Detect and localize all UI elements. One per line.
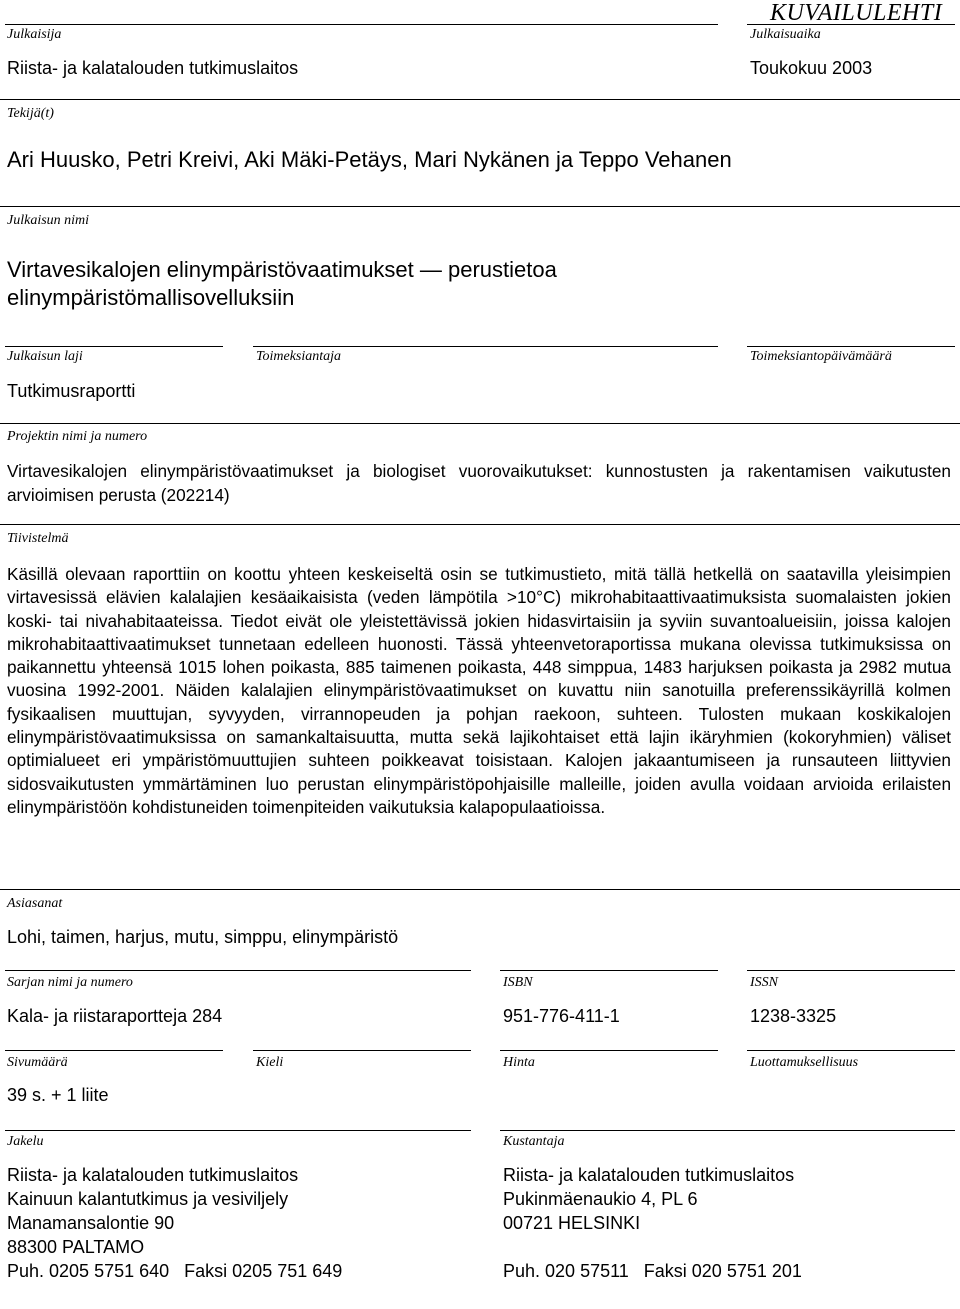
address-line: Pukinmäenaukio 4, PL 6 <box>503 1189 698 1209</box>
series-value: Kala- ja riistaraportteja 284 <box>7 1006 223 1026</box>
keywords-label: Asiasanat <box>7 896 63 911</box>
sheet-title: KUVAILULEHTI <box>770 0 943 26</box>
language-label: Kieli <box>256 1055 284 1070</box>
authors-label: Tekijä(t) <box>7 106 54 121</box>
publication-title-line: elinympäristömallisovelluksiin <box>7 285 295 310</box>
divider <box>500 1050 718 1051</box>
address-line: 00721 HELSINKI <box>503 1213 641 1233</box>
divider <box>747 970 955 971</box>
phone-fax-line: Puh. 020 57511 Faksi 020 5751 201 <box>503 1261 802 1281</box>
divider <box>0 423 960 424</box>
publisher-value: Riista- ja kalatalouden tutkimuslaitos <box>7 58 299 78</box>
series-label: Sarjan nimi ja numero <box>7 975 133 990</box>
issn-value: 1238-3325 <box>750 1006 837 1026</box>
publication-type-label: Julkaisun laji <box>7 349 83 364</box>
divider <box>253 346 718 347</box>
divider <box>0 99 960 100</box>
divider <box>747 1050 955 1051</box>
publication-name-label: Julkaisun nimi <box>7 213 90 228</box>
divider <box>500 1130 955 1131</box>
address-line: Manamansalontie 90 <box>7 1213 175 1233</box>
project-value: Virtavesikalojen elinympäristövaatimukset ja biologiset vuorovaikutukset: kunnostusten ja rakentamisen vaikutusten arvioimisen perusta (202214) <box>7 461 951 505</box>
divider <box>0 889 960 890</box>
divider <box>747 346 955 347</box>
divider <box>5 970 471 971</box>
abstract-text: Käsillä olevaan raporttiin on koottu yhteen keskeiseltä osin se tutkimustieto, mitä tällä hetkellä on saatavilla yleisimpien virtavesissä elävien kalalajien kesäaikaisista (veden lämpötila >10°C) mikrohabitaattivaatimuksista suomalaisten jokien koski- tai nivahabitaateissa. Tiedot eivät ole yleistettävissä jokien hidasvirtaisiin ja syviin suvantoalueisiin, joissa kalojen mikrohabitaattivaatimukset tunnetaan edelleen huonosti. Tässä yhteenvetoraportissa mukana olevissa tutkimuksissa on paikannettu yhteensä 1015 lohen poikasta, 885 taimenen poikasta, 448 simppua, 1483 harjuksen poikasta ja 2982 mutua vuosina 1992-2001. Näiden kalalajien elinympäristövaatimukset on kuvattu niin sanotuilla preferenssikäyrillä kolmen fysikaalisen muuttujan, syvyyden, virrannopeuden ja pohjan raekoon, suhteen. Tulosten mukaan koskikalojen elinympäristövaatimuksissa on samankaltaisuutta, mutta sekä lajikohtaiset että lajin ikäryhmien (kokoryhmien) väliset optimialueet eri ympäristömuuttujien suhteen poikkeavat toisistaan. Kalojen jakaantumiseen ja runsauteen liittyvien sidosvaikutusten ymmärtäminen luo perustan elinympäristöpohjaisille malleille, joiden avulla voidaan arvioida erilaisten elinympäristöön kohdistuneiden toimenpiteiden vaikutuksia kalapopulaatioissa. <box>7 564 951 817</box>
isbn-value: 951-776-411-1 <box>503 1006 620 1026</box>
divider <box>0 206 960 207</box>
divider <box>253 1050 471 1051</box>
divider <box>747 24 955 25</box>
keywords-value: Lohi, taimen, harjus, mutu, simppu, elinympäristö <box>7 927 399 947</box>
issn-label: ISSN <box>750 975 778 990</box>
divider <box>0 524 960 525</box>
distribution-label: Jakelu <box>7 1134 44 1149</box>
address-line: 88300 PALTAMO <box>7 1237 145 1257</box>
address-line: Kainuun kalantutkimus ja vesiviljely <box>7 1189 289 1209</box>
distribution-address <box>7 1163 342 1283</box>
divider <box>500 970 718 971</box>
pages-value: 39 s. + 1 liite <box>7 1085 109 1105</box>
pages-label: Sivumäärä <box>7 1055 68 1070</box>
divider <box>5 1130 471 1131</box>
publication-title <box>7 256 557 312</box>
project-label: Projektin nimi ja numero <box>7 429 148 444</box>
price-label: Hinta <box>503 1055 535 1070</box>
divider <box>5 1050 223 1051</box>
publication-date-value: Toukokuu 2003 <box>750 58 873 78</box>
address-line-empty <box>503 1235 802 1259</box>
publication-date-label: Julkaisuaika <box>750 27 821 42</box>
publisher-contact-label: Kustantaja <box>503 1134 565 1149</box>
divider <box>5 346 223 347</box>
phone-fax-line: Puh. 0205 5751 640 Faksi 0205 751 649 <box>7 1261 343 1281</box>
confidentiality-label: Luottamuksellisuus <box>750 1055 859 1070</box>
authors-value: Ari Huusko, Petri Kreivi, Aki Mäki-Petäys, Mari Nykänen ja Teppo Vehanen <box>7 147 732 172</box>
publication-type-value: Tutkimusraportti <box>7 381 136 401</box>
commissioner-label: Toimeksiantaja <box>256 349 342 364</box>
publisher-contact-address <box>503 1163 802 1283</box>
publication-title-line: Virtavesikalojen elinympäristövaatimukset — perustietoa <box>7 257 557 282</box>
commission-date-label: Toimeksiantopäivämäärä <box>750 349 892 364</box>
isbn-label: ISBN <box>503 975 533 990</box>
publisher-label: Julkaisija <box>7 27 62 42</box>
divider <box>5 24 718 25</box>
address-line: Riista- ja kalatalouden tutkimuslaitos <box>503 1165 795 1185</box>
abstract-label: Tiivistelmä <box>7 531 69 546</box>
address-line: Riista- ja kalatalouden tutkimuslaitos <box>7 1165 299 1185</box>
